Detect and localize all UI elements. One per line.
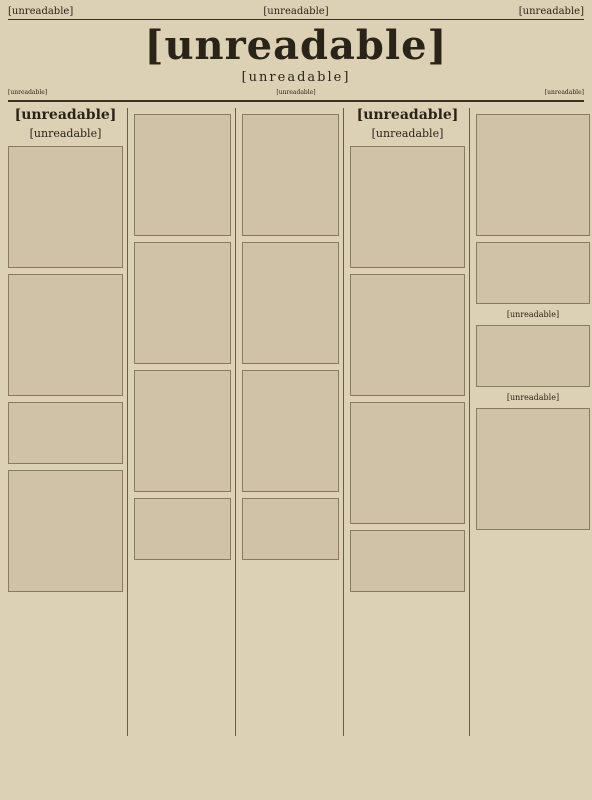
text-block-1 bbox=[8, 146, 123, 268]
text-block-13 bbox=[350, 146, 465, 268]
headline-2: [unreadable] bbox=[356, 108, 459, 123]
text-block-18 bbox=[476, 242, 590, 304]
text-block-5 bbox=[134, 114, 231, 236]
text-block-20 bbox=[476, 408, 590, 530]
text-block-2 bbox=[8, 274, 123, 396]
text-block-6 bbox=[134, 242, 231, 364]
text-block-3 bbox=[8, 402, 123, 464]
headline-4: [unreadable] bbox=[506, 393, 560, 402]
meta-left: [unreadable] bbox=[8, 89, 48, 96]
masthead: [unreadable] bbox=[144, 22, 448, 69]
text-block-4 bbox=[8, 470, 123, 592]
text-block-10 bbox=[242, 242, 339, 364]
text-block-14 bbox=[350, 274, 465, 396]
column-4 bbox=[350, 108, 470, 736]
text-block-8 bbox=[134, 498, 231, 560]
topbar-left: [unreadable] bbox=[8, 6, 74, 17]
column-5 bbox=[476, 108, 592, 736]
meta-row bbox=[8, 89, 584, 102]
topbar bbox=[8, 6, 584, 20]
text-block-15 bbox=[350, 402, 465, 524]
text-block-9 bbox=[242, 114, 339, 236]
text-block-16 bbox=[350, 530, 465, 592]
columns bbox=[8, 108, 584, 736]
subtitle: [unreadable] bbox=[241, 70, 351, 85]
column-3 bbox=[242, 108, 344, 736]
text-block-19 bbox=[476, 325, 590, 387]
text-block-11 bbox=[242, 370, 339, 492]
subhead-2: [unreadable] bbox=[371, 127, 444, 141]
column-2 bbox=[134, 108, 236, 736]
topbar-date: [unreadable] bbox=[263, 6, 329, 17]
meta-center: [unreadable] bbox=[276, 89, 316, 96]
headline-3: [unreadable] bbox=[506, 310, 560, 319]
meta-right: [unreadable] bbox=[544, 89, 584, 96]
headline-1: [unreadable] bbox=[14, 108, 117, 123]
subhead-1: [unreadable] bbox=[29, 127, 102, 141]
text-block-17 bbox=[476, 114, 590, 236]
text-block-12 bbox=[242, 498, 339, 560]
topbar-number: [unreadable] bbox=[518, 6, 584, 17]
text-block-7 bbox=[134, 370, 231, 492]
column-1 bbox=[8, 108, 128, 736]
